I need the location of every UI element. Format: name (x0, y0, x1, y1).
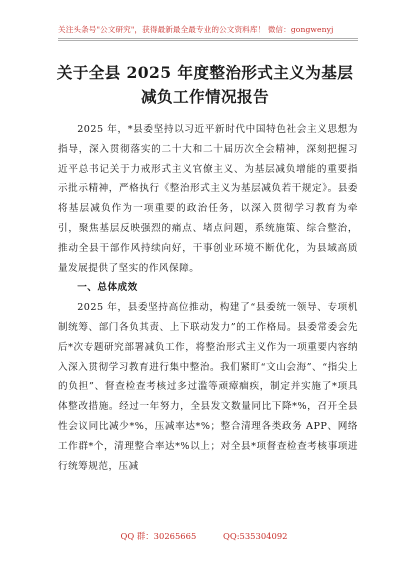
header-banner: 关注头条号"公文研究"，获得最新最全最专业的公文资料库！ 微信：gongwenyj (58, 25, 334, 34)
footer-qq: QQ:535304092 (222, 531, 288, 541)
body-paragraph: 2025 年，县委坚持高位推动，构建了“县委统一领导、专项机制统筹、部门各负其责、上下联动发力”的工作格局。县委常委会先后*次专题研究部署减负工作，将整治形式主义作为一项重要内容纳入深入贯彻学习教育进行集中整治。我们紧盯“文山会海”、“指尖上的负担”、督查检查考核过多过滥等顽瘴痼疾，制定并实施了*项具体整改措施。经过一年努力，全县发文数量同比下降*%，召开全县性会议同比减少*%，压减率达*%；整合清理各类政务 APP、网络工作群*个，清理整合率达*%以上；对全县*项督查检查考核事项进行统筹规范，压减 (58, 302, 358, 472)
header-divider (58, 38, 358, 39)
footer-qq-group: QQ 群：30265665 (120, 531, 197, 541)
intro-paragraph: 2025 年，*县委坚持以习近平新时代中国特色社会主义思想为指导，深入贯彻落实的二十大和二十届历次全会精神，深刻把握习近平总书记关于力戒形式主义官僚主义、为基层减负增能的重要指示批示精神，严格执行《整治形式主义为基层减负若干规定》。县委将基层减负作为一项重要的政治任务，以深入贯彻学习教育为牵引，聚焦基层反映强烈的痛点、堵点问题，系统施策、综合整治，推动全县干部作风持续向好，干事创业环境不断优化，为县域高质量发展提供了坚实的作风保障。 (58, 124, 358, 274)
document-body (58, 120, 358, 476)
header-divider (58, 40, 358, 41)
section-heading: 一、总体成效 (77, 282, 138, 294)
footer-contact (0, 530, 408, 542)
document-title-line-1: 关于全县 2025 年度整治形式主义为基层 (56, 63, 354, 82)
document-title-line-2: 减负工作情况报告 (141, 87, 269, 106)
